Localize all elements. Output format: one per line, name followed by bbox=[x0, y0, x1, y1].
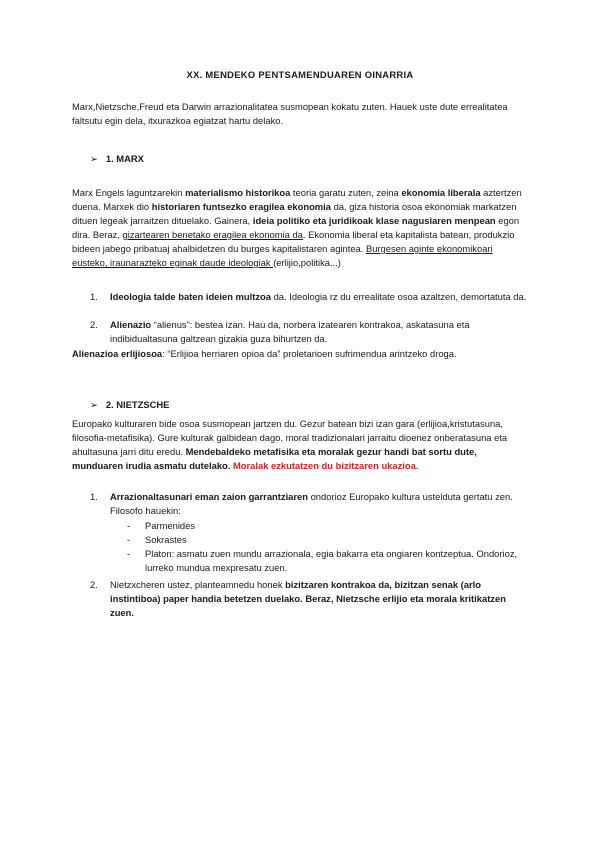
nietzsche-paragraph: Europako kulturaren bide osoa susmopean jartzen du. Gezur batean bizi izan gara (erlijioa,kristutasuna, filosofia-metafisika). Gure kulturak galbidean dago, moral tradizionalari jarraitu dioenez onberatasuna eta ahultasuna jarri ditu eredu. Mendebaldeko metafisika eta moralak gezur handi bat sortu dute, munduaren irudia asmatu dutelako. Moralak ezkutatzen du bizitzaren ukazioa. bbox=[72, 418, 508, 471]
marx-heading-text: 1. MARX bbox=[105, 153, 144, 164]
document-title: XX. MENDEKO PENTSAMENDUAREN OINARRIA bbox=[186, 69, 414, 80]
intro-paragraph: Marx,Nietzsche,Freud eta Darwin arrazionalitatea susmopean kokatu zuten. Hauek uste dute errealitatea faltsutu egin dela, itxurazkoa egiatzat hartu delako. bbox=[72, 101, 508, 126]
arrow-bullet-icon: ➢ bbox=[90, 399, 98, 410]
marx-footer-line: Alienazioa erlijiosoa: “Erlijioa herriaren opioa da” proletarioen sufrimendua arintzeko droga. bbox=[72, 348, 457, 359]
section-heading-marx bbox=[90, 152, 144, 166]
arrow-bullet-icon: ➢ bbox=[90, 153, 98, 164]
nietzsche-heading-text: 2. NIETZSCHE bbox=[105, 399, 170, 410]
section-heading-nietzsche bbox=[90, 398, 169, 412]
marx-paragraph: Marx Engels laguntzarekin materialismo historikoa teoria garatu zuten, zeina ekonomia liberala aztertzen duena. Marxek dio historiaren funtsezko eragilea ekonomia da, giza historia osoa ekonomiak markatzen dituen legeak jarraitzen dituelako. Gainera, ideia politiko eta juridikoak klase nagusiaren menpean egon dira. Beraz, gizartearen benetako eragilea ekonomia da. Ekonomia liberal eta kapitalista batean, produkzio bideen jabego pribatuaj ahalbidetzen du burges kapitalistaren agintea. Burgesen aginte ekonomikoari eusteko, iraunarazteko eginak daude ideologiak (erlijio,politika...) bbox=[72, 187, 522, 268]
